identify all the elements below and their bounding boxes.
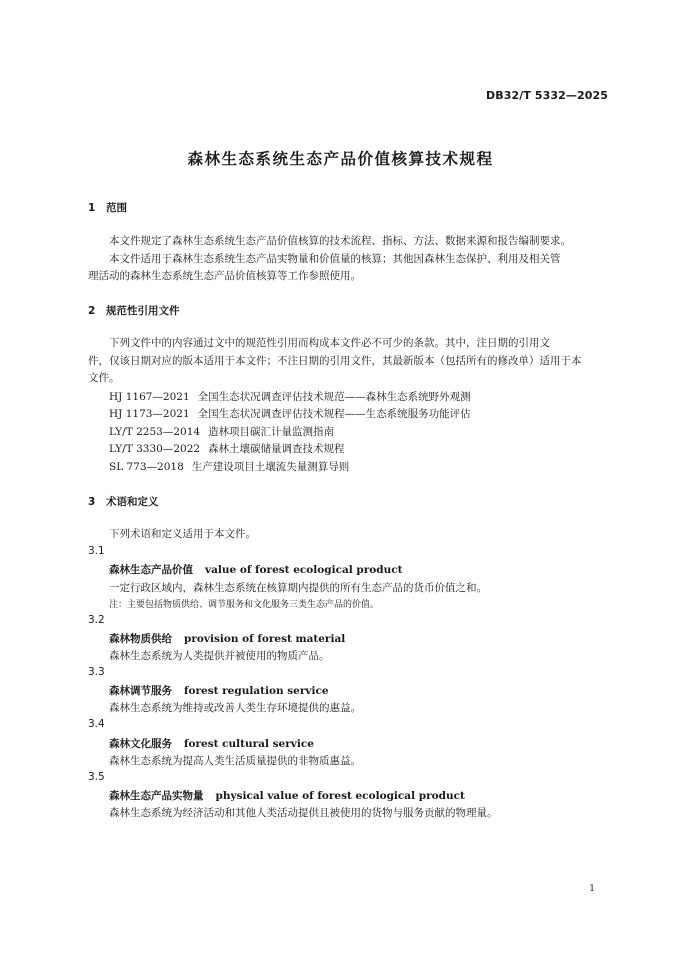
section-number: 1 — [88, 202, 96, 214]
section-title: 规范性引用文件 — [106, 305, 180, 317]
reference-code: LY/T 3330—2022 — [109, 443, 201, 455]
scope-paragraph-2-line-1: 本文件适用于森林生态系统生态产品实物量和价值量的核算；其他因森林生态保护、利用及相关管 — [109, 253, 561, 265]
term-note: 注：主要包括物质供给、调节服务和文化服务三类生态产品的价值。 — [109, 600, 380, 610]
term-definition: 一定行政区域内，森林生态系统在核算期内提供的所有生态产品的货币价值之和。 — [109, 582, 487, 594]
term-name — [109, 788, 465, 803]
section-number: 3 — [88, 496, 96, 508]
section-title: 术语和定义 — [106, 496, 159, 508]
term-definition: 森林生态系统为维持或改善人类生存环境提供的惠益。 — [109, 702, 361, 714]
reference-title: 全国生态状况调查评估技术规程——生态系统服务功能评估 — [197, 408, 471, 420]
term-name — [109, 736, 314, 751]
references-intro-line-2: 件，仅该日期对应的版本适用于本文件；不注日期的引用文件，其最新版本（包括所有的修改单）适用于本 — [88, 355, 582, 367]
term-number: 3.3 — [88, 666, 105, 678]
reference-title: 森林土壤碳储量调查技术规程 — [208, 443, 345, 455]
standard-code: DB32/T 5332—2025 — [485, 89, 608, 102]
term-name — [109, 683, 329, 698]
section-3-heading — [88, 494, 159, 509]
reference-item — [109, 424, 334, 439]
term-name-en: forest regulation service — [184, 685, 329, 697]
reference-code: SL 773—2018 — [109, 461, 184, 473]
reference-item — [109, 389, 471, 404]
term-number: 3.2 — [88, 614, 105, 626]
reference-item — [109, 406, 471, 421]
section-1-heading — [88, 200, 127, 215]
term-name-en: physical value of forest ecological product — [215, 790, 465, 802]
term-name-en: value of forest ecological product — [205, 564, 403, 576]
section-number: 2 — [88, 305, 96, 317]
term-definition: 森林生态系统为人类提供并被使用的物质产品。 — [109, 650, 330, 662]
reference-item — [109, 459, 349, 474]
term-name-zh: 森林物质供给 — [109, 633, 172, 645]
reference-code: HJ 1173—2021 — [109, 408, 190, 420]
reference-item — [109, 441, 345, 456]
references-intro-line-1: 下列文件中的内容通过文中的规范性引用而构成本文件必不可少的条款。其中，注日期的引用文 — [109, 337, 550, 349]
reference-title: 造林项目碳汇计量监测指南 — [208, 426, 335, 438]
references-intro-line-3: 文件。 — [88, 372, 120, 384]
reference-title: 生产建设项目土壤流失量测算导则 — [191, 461, 350, 473]
term-name-zh: 森林调节服务 — [109, 685, 172, 697]
term-name-zh: 森林生态产品价值 — [109, 564, 193, 576]
term-number: 3.5 — [88, 771, 105, 783]
term-number: 3.4 — [88, 718, 105, 730]
section-2-heading — [88, 303, 180, 318]
term-name-en: forest cultural service — [184, 738, 314, 750]
term-name-zh: 森林文化服务 — [109, 738, 172, 750]
page-number: 1 — [589, 884, 595, 894]
term-name — [109, 562, 403, 577]
terms-intro: 下列术语和定义适用于本文件。 — [109, 528, 256, 540]
scope-paragraph-2-line-2: 理活动的森林生态系统生态产品价值核算等工作参照使用。 — [88, 270, 361, 282]
term-name-zh: 森林生态产品实物量 — [109, 790, 204, 802]
term-name — [109, 631, 345, 646]
reference-code: LY/T 2253—2014 — [109, 426, 201, 438]
term-name-en: provision of forest material — [184, 633, 346, 645]
term-definition: 森林生态系统为经济活动和其他人类活动提供且被使用的货物与服务贡献的物理量。 — [109, 807, 498, 819]
reference-title: 全国生态状况调查评估技术规范——森林生态系统野外观测 — [197, 391, 471, 403]
term-definition: 森林生态系统为提高人类生活质量提供的非物质惠益。 — [109, 755, 361, 767]
term-number: 3.1 — [88, 545, 105, 557]
document-title: 森林生态系统生态产品价值核算技术规程 — [187, 150, 494, 168]
section-title: 范围 — [106, 202, 127, 214]
scope-paragraph-1: 本文件规定了森林生态系统生态产品价值核算的技术流程、指标、方法、数据来源和报告编制要求。 — [109, 235, 571, 247]
reference-code: HJ 1167—2021 — [109, 391, 190, 403]
